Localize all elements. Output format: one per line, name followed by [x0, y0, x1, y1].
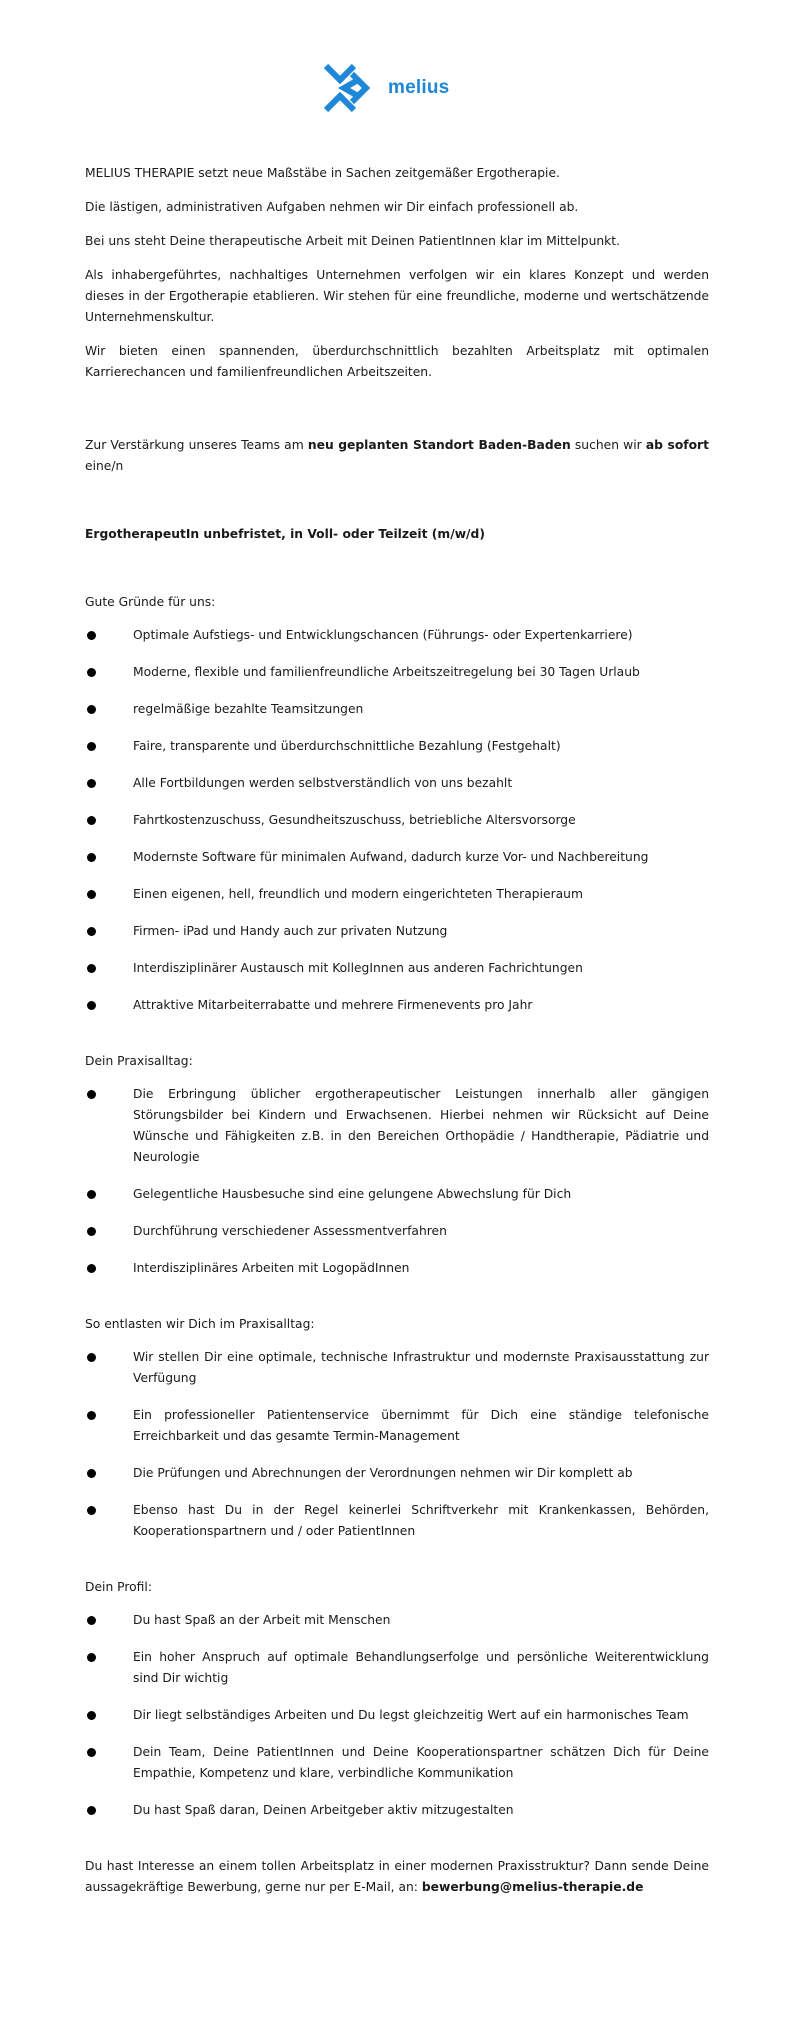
list-item-text: Moderne, flexible und familienfreundliche Arbeitszeitregelung bei 30 Tagen Urlaub: [133, 665, 640, 679]
list-item-text: Einen eigenen, hell, freundlich und modern eingerichteten Therapieraum: [133, 887, 583, 901]
bullet-icon: [87, 1748, 96, 1757]
bullet-icon: [87, 1711, 96, 1720]
list-item: [85, 847, 709, 868]
list-item: [85, 1221, 709, 1242]
list-item-text: Wir stellen Dir eine optimale, technische Infrastruktur und modernste Praxisausstattung zur Verfügung: [133, 1350, 709, 1385]
intro-paragraph: Die lästigen, administrativen Aufgaben nehmen wir Dir einfach professionell ab.: [85, 200, 579, 214]
intro-paragraph: MELIUS THERAPIE setzt neue Maßstäbe in Sachen zeitgemäßer Ergotherapie.: [85, 166, 560, 180]
melius-x-logo-icon: [322, 58, 382, 118]
bullet-icon: [87, 1353, 96, 1362]
list-item-text: Attraktive Mitarbeiterrabatte und mehrere Firmenevents pro Jahr: [133, 998, 533, 1012]
list-item: [85, 1463, 709, 1484]
job-title: [85, 524, 709, 545]
list-item-text: regelmäßige bezahlte Teamsitzungen: [133, 702, 364, 716]
list-item-text: Du hast Spaß daran, Deinen Arbeitgeber aktiv mitzugestalten: [133, 1803, 514, 1817]
list-item: [85, 958, 709, 979]
bullet-icon: [87, 668, 96, 677]
list-item-text: Die Erbringung üblicher ergotherapeutischer Leistungen innerhalb aller gängigen Störungsbilder bei Kindern und Erwachsenen. Hierbei nehmen wir Rücksicht auf Deine Wünsche und Fähigkeiten z.B. in den Bereichen Orthopädie / Handtherapie, Pädiatrie und Neurologie: [133, 1087, 709, 1164]
list-item-text: Optimale Aufstiegs- und Entwicklungschancen (Führungs- oder Expertenkarriere): [133, 628, 633, 642]
profile-list: [85, 1610, 709, 1821]
search-location: neu geplanten Standort Baden-Baden: [307, 438, 571, 452]
melius-logo: [322, 58, 449, 118]
list-item-text: Faire, transparente und überdurchschnittliche Bezahlung (Festgehalt): [133, 739, 561, 753]
list-item: [85, 1500, 709, 1542]
bullet-icon: [87, 1653, 96, 1662]
bullet-icon: [87, 1227, 96, 1236]
intro-paragraph: Als inhabergeführtes, nachhaltiges Unternehmen verfolgen wir ein klares Konzept und werden dieses in der Ergotherapie etablieren. Wir stehen für eine freundliche, moderne und wertschätzende Unternehmenskultur.: [85, 268, 709, 324]
bullet-icon: [87, 1616, 96, 1625]
intro-paragraph: Bei uns steht Deine therapeutische Arbeit mit Deinen PatientInnen klar im Mittelpunkt.: [85, 234, 621, 248]
list-item-text: Ebenso hast Du in der Regel keinerlei Schriftverkehr mit Krankenkassen, Behörden, Kooperationspartnern und / oder PatientInnen: [133, 1503, 709, 1538]
relief-heading: So entlasten wir Dich im Praxisalltag:: [85, 1317, 315, 1331]
list-item: [85, 699, 709, 720]
search-statement: [85, 435, 709, 477]
list-item-text: Ein hoher Anspruch auf optimale Behandlungserfolge und persönliche Weiterentwicklung sind Dir wichtig: [133, 1650, 709, 1685]
list-item-text: Alle Fortbildungen werden selbstverständlich von uns bezahlt: [133, 776, 513, 790]
daily-heading: Dein Praxisalltag:: [85, 1054, 193, 1068]
list-item-text: Du hast Spaß an der Arbeit mit Menschen: [133, 1613, 391, 1627]
list-item-text: Interdisziplinäres Arbeiten mit LogopädInnen: [133, 1261, 410, 1275]
list-item: [85, 921, 709, 942]
list-item-text: Ein professioneller Patientenservice übernimmt für Dich eine ständige telefonische Erreichbarkeit und das gesamte Termin-Management: [133, 1408, 709, 1443]
search-text: Zur Verstärkung unseres Teams am: [85, 438, 308, 452]
bullet-icon: [87, 1806, 96, 1815]
bullet-icon: [87, 631, 96, 640]
bullet-icon: [87, 816, 96, 825]
list-item: [85, 884, 709, 905]
list-item-text: Gelegentliche Hausbesuche sind eine gelungene Abwechslung für Dich: [133, 1187, 572, 1201]
list-item: [85, 1258, 709, 1279]
list-item-text: Durchführung verschiedener Assessmentverfahren: [133, 1224, 447, 1238]
bullet-icon: [87, 890, 96, 899]
list-item: [85, 1084, 709, 1168]
list-item-text: Dir liegt selbständiges Arbeiten und Du legst gleichzeitig Wert auf ein harmonisches Team: [133, 1708, 689, 1722]
list-item: [85, 736, 709, 757]
reasons-list: [85, 625, 709, 1016]
posting-content: [85, 163, 709, 1898]
bullet-icon: [87, 1264, 96, 1273]
list-item-text: Die Prüfungen und Abrechnungen der Verordnungen nehmen wir Dir komplett ab: [133, 1466, 633, 1480]
search-text: suchen wir: [570, 438, 646, 452]
logo-wordmark: melius: [388, 77, 450, 98]
bullet-icon: [87, 1090, 96, 1099]
intro-paragraph: Wir bieten einen spannenden, überdurchschnittlich bezahlten Arbeitsplatz mit optimalen Karrierechancen und familienfreundlichen Arbeitszeiten.: [85, 344, 709, 379]
list-item: [85, 1705, 709, 1726]
job-title-text: ErgotherapeutIn unbefristet, in Voll- oder Teilzeit (m/w/d): [85, 527, 485, 541]
list-item: [85, 1347, 709, 1389]
bullet-icon: [87, 705, 96, 714]
list-item-text: Interdisziplinärer Austausch mit KollegInnen aus anderen Fachrichtungen: [133, 961, 583, 975]
daily-list: [85, 1084, 709, 1279]
list-item: [85, 995, 709, 1016]
bullet-icon: [87, 964, 96, 973]
list-item: [85, 662, 709, 683]
list-item-text: Fahrtkostenzuschuss, Gesundheitszuschuss, betriebliche Altersvorsorge: [133, 813, 576, 827]
list-item-text: Firmen- iPad und Handy auch zur privaten Nutzung: [133, 924, 448, 938]
list-item: [85, 810, 709, 831]
bullet-icon: [87, 1506, 96, 1515]
reasons-heading: Gute Gründe für uns:: [85, 595, 216, 609]
list-item: [85, 1405, 709, 1447]
bullet-icon: [87, 742, 96, 751]
bullet-icon: [87, 1411, 96, 1420]
bullet-icon: [87, 1001, 96, 1010]
closing-paragraph: [85, 1856, 709, 1898]
relief-list: [85, 1347, 709, 1542]
bullet-icon: [87, 779, 96, 788]
search-start: ab sofort: [645, 438, 710, 452]
list-item: [85, 1742, 709, 1784]
list-item: [85, 1610, 709, 1631]
list-item-text: Dein Team, Deine PatientInnen und Deine Kooperationspartner schätzen Dich für Deine Empathie, Kompetenz und klare, verbindliche Kommunikation: [133, 1745, 709, 1780]
profile-heading: Dein Profil:: [85, 1580, 152, 1594]
contact-email: bewerbung@melius-therapie.de: [421, 1880, 644, 1894]
list-item-text: Modernste Software für minimalen Aufwand, dadurch kurze Vor- und Nachbereitung: [133, 850, 649, 864]
list-item: [85, 1800, 709, 1821]
bullet-icon: [87, 853, 96, 862]
list-item: [85, 773, 709, 794]
list-item: [85, 625, 709, 646]
bullet-icon: [87, 927, 96, 936]
list-item: [85, 1647, 709, 1689]
bullet-icon: [87, 1190, 96, 1199]
search-text: eine/n: [85, 459, 124, 473]
list-item: [85, 1184, 709, 1205]
closing-text: Du hast Interesse an einem tollen Arbeitsplatz in einer modernen Praxisstruktur? Dann sende Deine aussagekräftige Bewerbung, gerne nur per E-Mail, an:: [85, 1859, 709, 1894]
bullet-icon: [87, 1469, 96, 1478]
